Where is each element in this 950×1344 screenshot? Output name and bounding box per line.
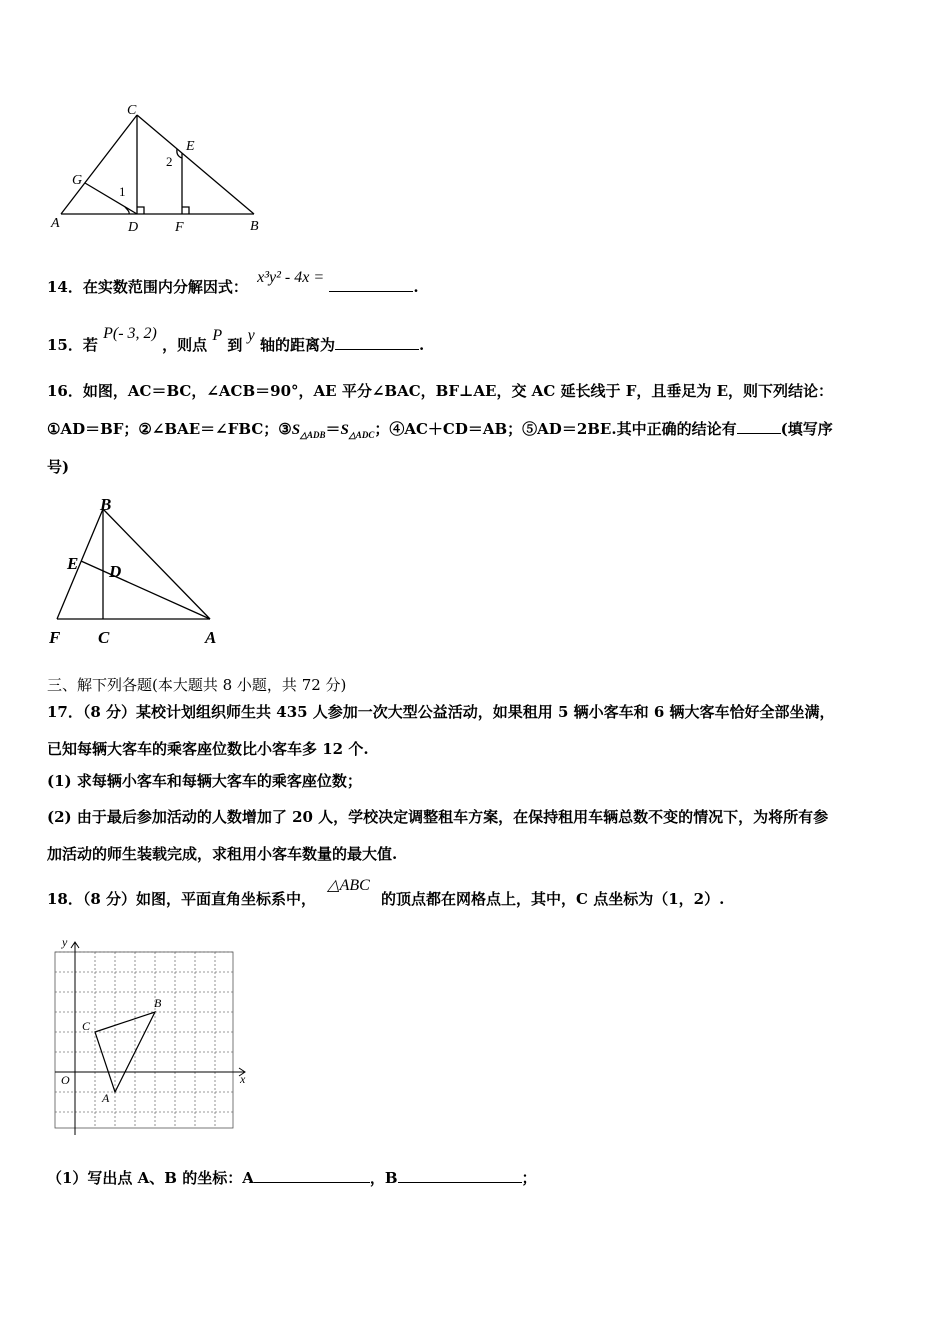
label-f: F (175, 220, 184, 235)
question-16-line-3: 号) (47, 458, 70, 476)
question-16-line-2 (47, 418, 833, 441)
q15-suffix: 轴的距离为 (259, 336, 335, 354)
q16-line2-c: (填写序 (780, 420, 833, 438)
q15-mid: ，则点 (162, 336, 208, 354)
q18p1-sep: ，B (369, 1169, 398, 1187)
q15-answer-blank[interactable] (335, 349, 419, 350)
q18-suffix: 的顶点都在网格点上，其中，C 点坐标为（1，2）. (381, 890, 725, 908)
q15-y: y (247, 327, 255, 344)
question-14 (47, 269, 419, 297)
label-angle-2: 2 (166, 154, 173, 169)
q18-prefix: 18．（8 分）如图，平面直角坐标系中， (47, 890, 317, 908)
label-e: E (186, 139, 195, 154)
question-18 (47, 877, 725, 909)
label-a: A (205, 628, 217, 647)
segment-ac (61, 115, 137, 214)
q16-answer-blank[interactable] (737, 433, 781, 434)
label-d: D (109, 562, 122, 581)
label-a: A (51, 216, 60, 231)
question-17-part-1: (1) 求每辆小客车和每辆大客车的乘客座位数； (47, 772, 362, 790)
q16-eq: ＝ (325, 420, 341, 438)
label-o: O (61, 1073, 70, 1087)
q14-answer-blank[interactable] (329, 291, 413, 292)
label-angle-1: 1 (119, 184, 126, 199)
label-e: E (67, 554, 79, 573)
label-c: C (98, 628, 110, 647)
segment-cb (137, 115, 254, 214)
question-15 (47, 325, 425, 355)
label-a: A (102, 1091, 110, 1105)
segment-gd (85, 183, 137, 214)
segment-ea (81, 561, 210, 619)
q18p1-end: ； (521, 1169, 537, 1187)
q15-to: 到 (227, 336, 243, 354)
figure-triangle-bfa (45, 495, 230, 655)
figure-coordinate-grid (45, 932, 255, 1137)
q18-triangle: △ABC (327, 877, 370, 894)
label-c: C (82, 1019, 91, 1033)
question-17-part-2-line-2: 加活动的师生装载完成，求租用小客车数量的最大值. (47, 845, 398, 863)
q15-period: . (418, 336, 425, 354)
point-a-answer-blank[interactable] (254, 1182, 370, 1183)
q15-p: P (212, 327, 223, 344)
q14-expression: x³y² - 4x = (257, 269, 325, 286)
q14-period: . (413, 278, 419, 296)
question-18-part-1 (47, 1167, 537, 1188)
q16-line2-b: ；④AC＋CD＝AB；⑤AD＝2BE.其中正确的结论有 (374, 420, 737, 438)
q14-text: 14．在实数范围内分解因式： (47, 278, 248, 296)
label-y: y (62, 935, 68, 949)
label-f: F (49, 628, 61, 647)
point-b-answer-blank[interactable] (398, 1182, 522, 1183)
q16-sub1: △ADB (300, 430, 326, 440)
question-17-line-2: 已知每辆大客车的乘客座位数比小客车多 12 个. (47, 740, 369, 758)
segment-bf (57, 509, 103, 619)
question-17-part-2-line-1: (2) 由于最后参加活动的人数增加了 20 人，学校决定调整租车方案，在保持租用车辆总数不变的情况下，为将所有参 (47, 808, 829, 826)
label-b: B (154, 996, 162, 1010)
label-b: B (250, 219, 259, 234)
label-x: x (240, 1072, 246, 1086)
q16-s1: S (291, 422, 301, 438)
section-3-heading: 三、解下列各题(本大题共 8 小题，共 72 分) (47, 676, 347, 694)
q16-sub2: △ADC (348, 430, 375, 440)
label-g: G (72, 173, 83, 188)
right-angle-f (182, 207, 189, 214)
label-b: B (100, 495, 112, 514)
label-d: D (128, 220, 139, 235)
q15-prefix: 15．若 (47, 336, 98, 354)
q16-line2-a: ①AD＝BF；②∠BAE＝∠FBC；③ (47, 420, 292, 438)
right-angle-d (137, 207, 144, 214)
label-c: C (127, 103, 137, 118)
question-17-line-1: 17．（8 分）某校计划组织师生共 435 人参加一次大型公益活动，如果租用 5 辆小客车和 6 辆大客车恰好全部坐满， (47, 703, 835, 721)
figure-triangle-abc (45, 100, 275, 240)
q18p1-text: （1）写出点 A、B 的坐标：A (47, 1169, 254, 1187)
q16-s2: S (340, 422, 349, 438)
q15-point: P(- 3, 2) (103, 325, 157, 342)
question-16-line-1: 16．如图，AC＝BC，∠ACB＝90°，AE 平分∠BAC，BF⊥AE，交 AC 延长线于 F，且垂足为 E，则下列结论： (47, 382, 834, 400)
